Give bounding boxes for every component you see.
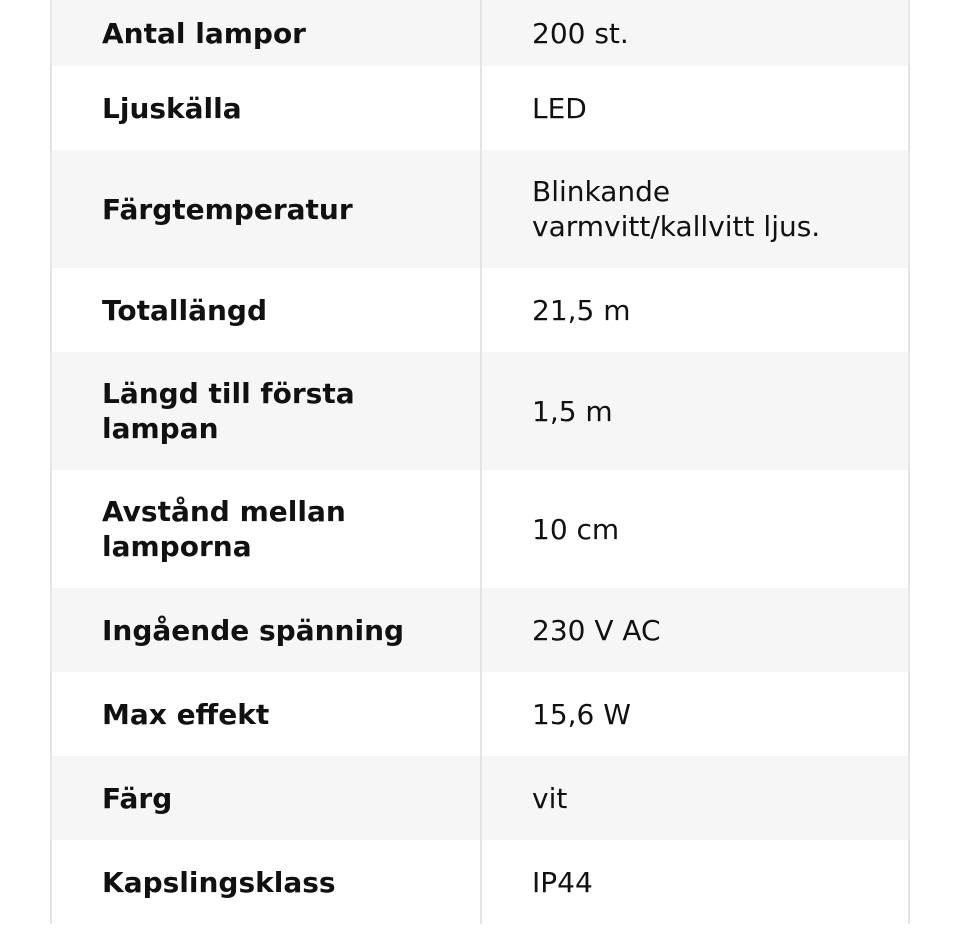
spec-label: Totallängd bbox=[52, 268, 482, 352]
table-row bbox=[52, 352, 908, 470]
spec-value: 15,6 W bbox=[532, 697, 631, 731]
spec-label: Ljuskälla bbox=[52, 66, 482, 150]
table-row bbox=[52, 66, 908, 150]
table-row bbox=[52, 150, 908, 268]
spec-label: Kapslingsklass bbox=[52, 840, 482, 924]
table-row bbox=[52, 672, 908, 756]
spec-value: vit bbox=[532, 781, 568, 815]
spec-label: Färg bbox=[52, 756, 482, 840]
table-row bbox=[52, 268, 908, 352]
spec-value: IP44 bbox=[532, 865, 593, 899]
specification-table bbox=[50, 0, 910, 924]
table-row bbox=[52, 840, 908, 924]
spec-value: LED bbox=[532, 91, 587, 125]
spec-value: 1,5 m bbox=[532, 394, 613, 428]
spec-label: Antal lampor bbox=[52, 0, 482, 66]
spec-value: 200 st. bbox=[532, 16, 629, 50]
spec-label: Max effekt bbox=[52, 672, 482, 756]
table-row bbox=[52, 0, 908, 66]
spec-label: Ingående spänning bbox=[52, 588, 482, 672]
table-row bbox=[52, 588, 908, 672]
table-row bbox=[52, 756, 908, 840]
spec-value: 10 cm bbox=[532, 512, 620, 546]
spec-value: 21,5 m bbox=[532, 293, 631, 327]
spec-label: Längd till första lampan bbox=[52, 352, 482, 470]
spec-value: 230 V AC bbox=[532, 613, 661, 647]
table-row bbox=[52, 470, 908, 588]
spec-label: Färgtemperatur bbox=[52, 150, 482, 268]
spec-label: Avstånd mellan lamporna bbox=[52, 470, 482, 588]
spec-value: Blinkande varmvitt/kallvitt ljus. bbox=[532, 175, 821, 243]
